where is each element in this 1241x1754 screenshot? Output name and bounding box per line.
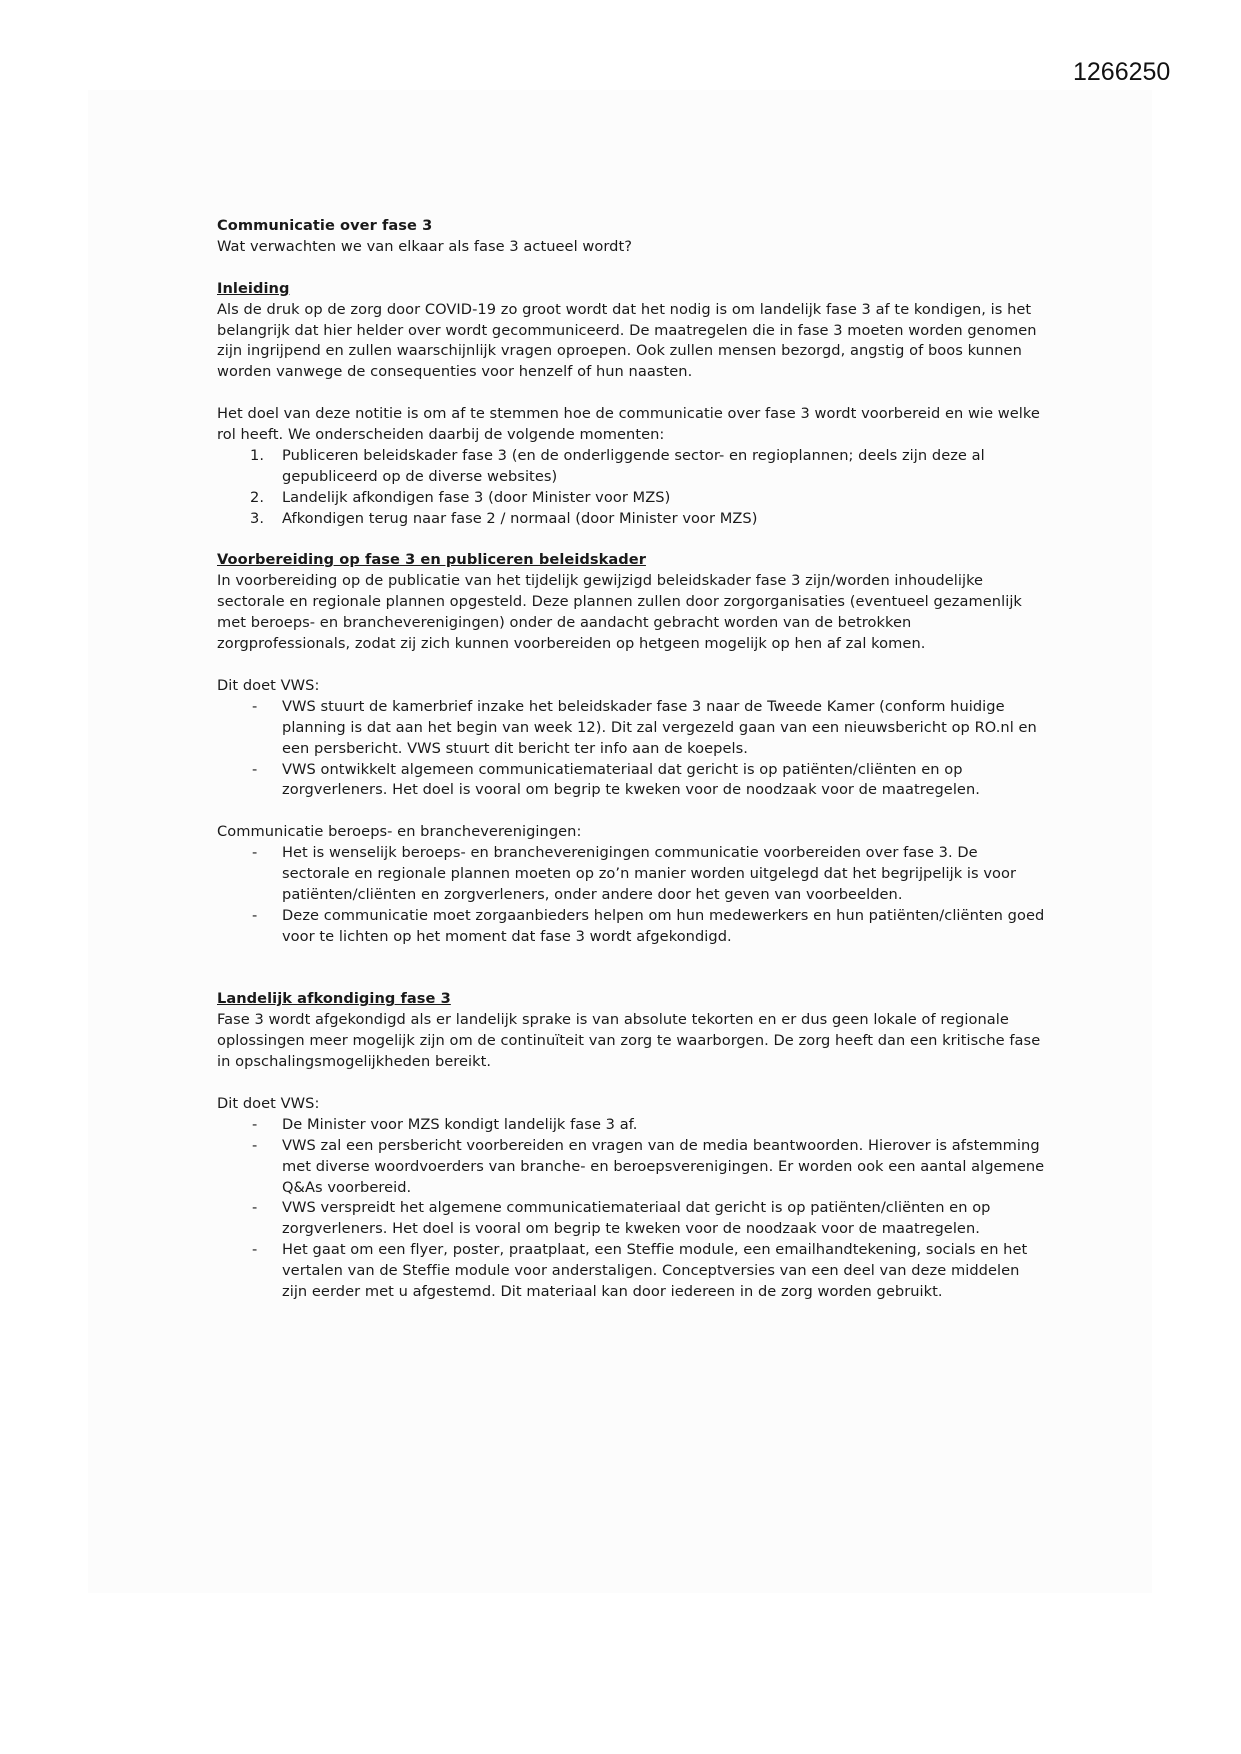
dash-bullet: - — [252, 1115, 258, 1133]
list-item — [217, 760, 1047, 802]
dash-bullet: - — [252, 1241, 258, 1259]
heading-afkondiging: Landelijk afkondiging fase 3 — [217, 990, 451, 1008]
dash-bullet: - — [252, 1136, 258, 1154]
list-item — [217, 1136, 1047, 1199]
list-number: 1. — [250, 446, 265, 464]
dash-bullet: - — [252, 906, 258, 924]
list-item-text: Publiceren beleidskader fase 3 (en de onderliggende sector- en regioplannen; deels zijn deze al gepubliceerd op de diverse websites) — [282, 446, 985, 485]
list-item-text: VWS ontwikkelt algemeen communicatiemateriaal dat gericht is op patiënten/cliënten en op zorgverleners. Het doel is vooral om begrip te kweken voor de noodzaak voor de maatregelen. — [282, 760, 980, 799]
label-dit-doet-vws-2: Dit doet VWS: — [217, 1094, 320, 1112]
list-item-text: Afkondigen terug naar fase 2 / normaal (door Minister voor MZS) — [282, 509, 758, 527]
list-item — [217, 697, 1047, 760]
list-item-text: Deze communicatie moet zorgaanbieders helpen om hun medewerkers en hun patiënten/cliënten goed voor te lichten op het moment dat fase 3 wordt afgekondigd. — [282, 906, 1045, 945]
list-item — [217, 1240, 1047, 1303]
paragraph-inleiding-1: Als de druk op de zorg door COVID-19 zo groot wordt dat het nodig is om landelijk fase 3 af te kondigen, is het belangrijk dat hier helder over wordt gecommuniceerd. De maatregelen die in fase 3 moeten worden genomen zijn ingrijpend en zullen waarschijnlijk vragen oproepen. Ook zullen mensen bezorgd, angstig of boos kunnen worden vanwege de consequenties voor henzelf of hun naasten. — [217, 300, 1037, 381]
vws-afkondiging-list — [217, 1115, 1047, 1303]
list-item — [217, 509, 1047, 530]
paragraph-afkondiging: Fase 3 wordt afgekondigd als er landelijk sprake is van absolute tekorten en er dus geen lokale of regionale oplossingen meer mogelijk zijn om de continuïteit van zorg te waarborgen. De zorg heeft dan een kritische fase in opschalingsmogelijkheden bereikt. — [217, 1011, 1041, 1071]
document-title: Communicatie over fase 3 — [217, 217, 433, 234]
dash-bullet: - — [252, 844, 258, 862]
document-subtitle: Wat verwachten we van elkaar als fase 3 actueel wordt? — [217, 237, 633, 255]
list-item-text: De Minister voor MZS kondigt landelijk fase 3 af. — [282, 1115, 638, 1133]
paragraph-inleiding-2: Het doel van deze notitie is om af te stemmen hoe de communicatie over fase 3 wordt voorbereid en wie welke rol heeft. We onderscheiden daarbij de volgende momenten: — [217, 405, 1040, 444]
branche-actions-list — [217, 843, 1047, 948]
moments-list — [217, 446, 1047, 530]
list-item-text: Landelijk afkondigen fase 3 (door Minister voor MZS) — [282, 488, 671, 506]
vws-actions-list — [217, 697, 1047, 802]
list-item — [217, 446, 1047, 488]
document-body — [217, 216, 1047, 1303]
label-dit-doet-vws: Dit doet VWS: — [217, 676, 320, 694]
list-item-text: VWS stuurt de kamerbrief inzake het beleidskader fase 3 naar de Tweede Kamer (conform huidige planning is dat aan het begin van week 12). Dit zal vergezeld gaan van een nieuwsbericht op RO.nl en een persbericht. VWS stuurt dit bericht ter info aan de koepels. — [282, 697, 1037, 757]
list-item-text: VWS zal een persbericht voorbereiden en vragen van de media beantwoorden. Hierover is afstemming met diverse woordvoerders van branche- en beroepsverenigingen. Er worden ook een aantal algemene Q&As voorbereid. — [282, 1136, 1045, 1196]
list-item — [217, 843, 1047, 906]
list-item — [217, 1198, 1047, 1240]
heading-voorbereiding: Voorbereiding op fase 3 en publiceren beleidskader — [217, 551, 646, 569]
document-id: 1266250 — [1073, 58, 1171, 86]
list-number: 3. — [250, 509, 265, 527]
list-item — [217, 1115, 1047, 1136]
dash-bullet: - — [252, 697, 258, 715]
list-item — [217, 906, 1047, 948]
list-number: 2. — [250, 488, 265, 506]
paragraph-voorbereiding: In voorbereiding op de publicatie van het tijdelijk gewijzigd beleidskader fase 3 zijn/worden inhoudelijke sectorale en regionale plannen opgesteld. Deze plannen zullen door zorgorganisaties (eventueel gezamenlijk met beroeps- en brancheverenigingen) onder de aandacht gebracht worden van de betrokken zorgprofessionals, zodat zij zich kunnen voorbereiden op hetgeen mogelijk op hen af zal komen. — [217, 572, 1022, 653]
list-item-text: Het is wenselijk beroeps- en brancheverenigingen communicatie voorbereiden over fase 3. De sectorale en regionale plannen moeten op zo’n manier worden uitgelegd dat het begrijpelijk is voor patiënten/cliënten en zorgverleners, onder andere door het geven van voorbeelden. — [282, 844, 1017, 903]
heading-inleiding: Inleiding — [217, 279, 290, 297]
list-item-text: Het gaat om een flyer, poster, praatplaat, een Steffie module, een emailhandtekening, socials en het vertalen van de Steffie module voor anderstaligen. Conceptversies van een deel van deze middelen zijn eerder met u afgestemd. Dit materiaal kan door iedereen in de zorg worden gebruikt. — [282, 1241, 1028, 1301]
label-communicatie-branche: Communicatie beroeps- en brancheverenigingen: — [217, 823, 582, 841]
list-item — [217, 488, 1047, 509]
list-item-text: VWS verspreidt het algemene communicatiemateriaal dat gericht is op patiënten/cliënten en op zorgverleners. Het doel is vooral om begrip te kweken voor de noodzaak voor de maatregelen. — [282, 1199, 991, 1238]
dash-bullet: - — [252, 760, 258, 778]
dash-bullet: - — [252, 1199, 258, 1217]
